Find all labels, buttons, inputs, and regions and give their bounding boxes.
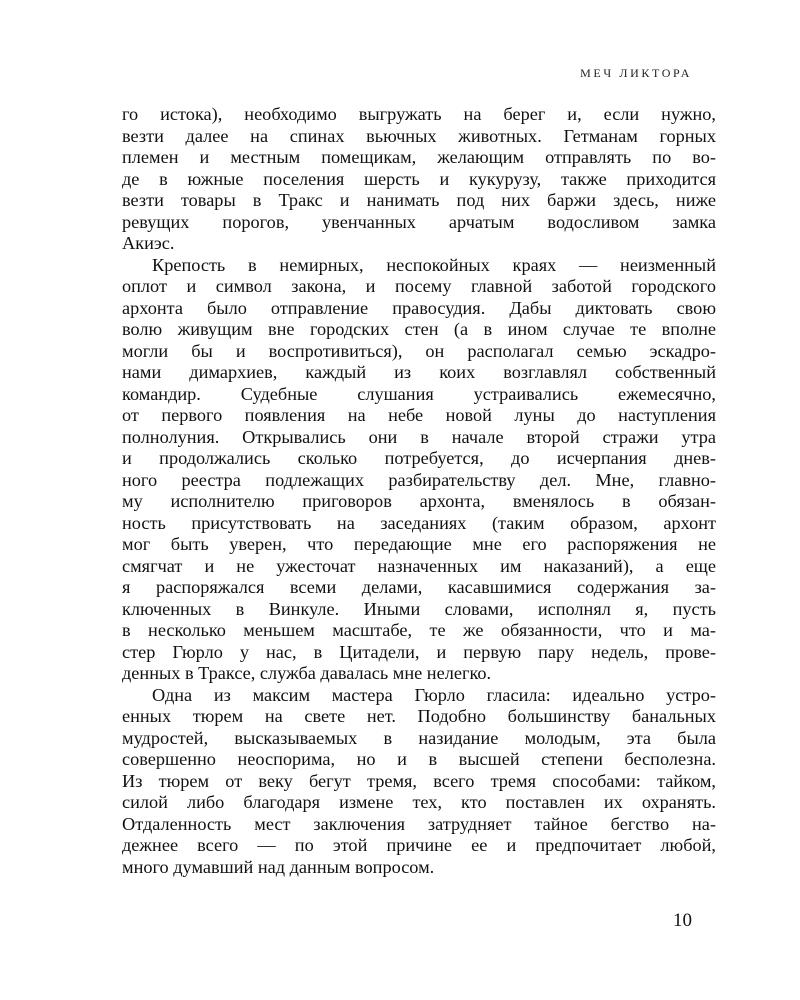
text-line: архонта было отправление правосудия. Дабы диктовать свою: [122, 297, 716, 318]
text-line: могли бы и воспротивиться), он располагал семью эскадро-: [122, 340, 716, 361]
text-line: командир. Судебные слушания устраивались ежемесячно,: [122, 383, 716, 404]
text-line: племен и местным помещикам, желающим отправлять по во-: [122, 147, 716, 167]
text-line: Из тюрем от веку бегут тремя, всего тремя способами: тайком,: [122, 770, 716, 791]
text-line: стер Гюрло у нас, в Цитадели, и первую пару недель, прове-: [122, 641, 716, 662]
page-number: 10: [673, 910, 692, 931]
text-line: совершенно неоспорима, но и в высшей степени бесполезна.: [122, 749, 716, 769]
text-line: Крепость в немирных, неспокойных краях — неизменный: [152, 254, 716, 275]
text-line: ревущих порогов, увенчанных арчатым водосливом замка: [122, 211, 716, 232]
text-line: де в южные поселения шерсть и кукурузу, также приходится: [122, 168, 716, 189]
text-line: мог быть уверен, что передающие мне его распоряжения не: [122, 534, 716, 554]
text-line: везти далее на спинах вьючных животных. Гетманам горных: [122, 125, 716, 146]
text-line: Отдаленность мест заключения затрудняет тайное бегство на-: [122, 813, 716, 834]
text-line: нами димархиев, каждый из коих возглавлял собственный: [122, 362, 716, 382]
text-line: мудростей, высказываемых в назидание молодым, эта была: [122, 727, 716, 748]
text-line: волю живущим вне городских стен (а в ином случае те вполне: [122, 319, 716, 339]
text-line: оплот и символ закона, и посему главной заботой городского: [122, 276, 716, 296]
text-line: ного реестра подлежащих разбирательству дел. Мне, главно-: [122, 469, 716, 490]
text-line: дежнее всего — по этой причине ее и предпочитает любой,: [122, 835, 716, 855]
text-line: Акиэс.: [122, 233, 175, 253]
text-line: енных тюрем на свете нет. Подобно большинству банальных: [122, 706, 716, 726]
text-line: му исполнителю приговоров архонта, вменялось в обязан-: [122, 491, 716, 511]
text-line: полнолуния. Открывались они в начале второй стражи утра: [122, 426, 716, 447]
text-line: силой либо благодаря измене тех, кто поставлен их охранять.: [122, 792, 716, 812]
text-line: ключенных в Винкуле. Иными словами, исполнял я, пусть: [122, 598, 716, 619]
text-line: ность присутствовать на заседаниях (таким образом, архонт: [122, 512, 716, 533]
body-text: [122, 104, 716, 878]
paragraph: [122, 104, 716, 255]
paragraph: [122, 255, 716, 685]
text-line: много думавший над данным вопросом.: [122, 856, 435, 877]
text-line: в несколько меньшем масштабе, те же обязанности, что и ма-: [122, 620, 716, 640]
text-line: везти товары в Тракс и нанимать под них баржи здесь, ниже: [122, 190, 716, 210]
text-line: денных в Траксе, служба давалась мне нелегко.: [122, 663, 492, 683]
text-line: от первого появления на небе новой луны до наступления: [122, 405, 716, 425]
text-line: Одна из максим мастера Гюрло гласила: идеально устро-: [152, 684, 716, 705]
paragraph: [122, 685, 716, 879]
text-line: го истока), необходимо выгружать на берег и, если нужно,: [122, 104, 716, 124]
running-head: МЕЧ ЛИКТОРА: [580, 66, 692, 80]
text-line: и продолжались сколько потребуется, до исчерпания днев-: [122, 448, 716, 468]
text-line: смягчат и не ужесточат назначенных им наказаний), а еще: [122, 555, 716, 576]
text-line: я распоряжался всеми делами, касавшимися содержания за-: [122, 577, 716, 597]
